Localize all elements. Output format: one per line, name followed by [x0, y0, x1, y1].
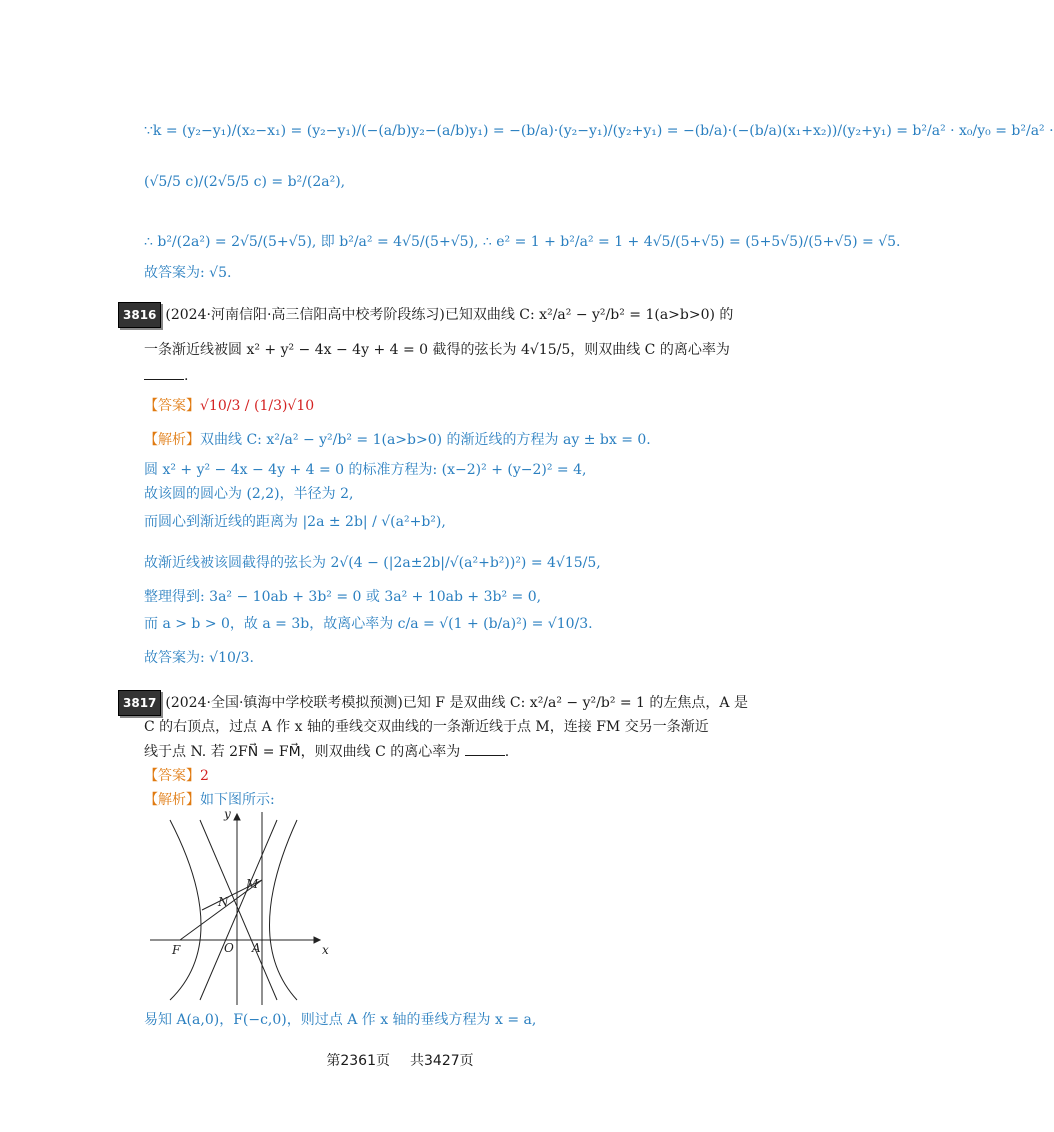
- x-axis-arrow: [314, 937, 320, 943]
- label-x: x: [322, 943, 329, 957]
- analysis-tag: 【解析】: [144, 432, 200, 448]
- label-f: F: [172, 943, 181, 957]
- label-a: A: [252, 941, 261, 955]
- solution-line-1: ∵k = (y₂−y₁)/(x₂−x₁) = (y₂−y₁)/(−(a/b)y₂−(a/b)y₁) = −(b/a)·(y₂−y₁)/(y₂+y₁) = −(b/a)·(−(b/a)(x₁+x₂))/(y₂+y₁) = b²/a² · x₀/y₀ = b²/a² ·: [144, 123, 1054, 139]
- question-number-badge: 3817: [118, 690, 161, 716]
- label-n: N: [218, 895, 229, 909]
- solution-line-4: 故答案为: √5.: [144, 265, 232, 281]
- hyperbola-right-branch: [270, 820, 298, 1000]
- hyperbola-diagram: [142, 800, 342, 1010]
- answer-blank: [144, 367, 184, 380]
- question-3816-stem-1: [118, 302, 733, 328]
- page-footer: [0, 1050, 800, 1070]
- analysis-line-5: 故渐近线被该圆截得的弦长为 2√(4 − (|2a±2b|/√(a²+b²))²) = 4√15/5,: [144, 555, 601, 571]
- answer-value: 2: [200, 768, 209, 784]
- label-o: O: [224, 941, 234, 955]
- page-total: 共3427页: [410, 1053, 474, 1069]
- question-3816-blank: .: [144, 366, 188, 386]
- analysis-line-8: 故答案为: √10/3.: [144, 650, 254, 666]
- solution-line-2: (√5/5 c)/(2√5/5 c) = b²/(2a²),: [144, 174, 346, 190]
- question-3817-stem-3: 线于点 N. 若 2FN⃗ = FM⃗，则双曲线 C 的离心率为 .: [144, 744, 510, 760]
- answer-value: √10/3 / (1/3)√10: [200, 398, 315, 414]
- label-y: y: [224, 807, 231, 821]
- analysis-line-6: 整理得到: 3a² − 10ab + 3b² = 0 或 3a² + 10ab + 3b² = 0,: [144, 589, 542, 605]
- question-3817-stem-1: [118, 690, 748, 716]
- question-3817-answer: [144, 766, 209, 786]
- solution-line-3: ∴ b²/(2a²) = 2√5/(5+√5), 即 b²/a² = 4√5/(5+√5), ∴ e² = 1 + b²/a² = 1 + 4√5/(5+√5) = (5+5√5)/(5+√5) = √5.: [144, 234, 901, 250]
- analysis-line-3: 故该圆的圆心为 (2,2)，半径为 2,: [144, 486, 354, 502]
- question-3817-stem-text-3: 线于点 N. 若 2FN⃗ = FM⃗，则双曲线 C 的离心率为: [144, 744, 461, 760]
- question-3816-stem-text: (2024·河南信阳·高三信阳高中校考阶段练习)已知双曲线 C: x²/a² − y²/b² = 1(a>b>0) 的: [165, 307, 734, 323]
- analysis-text: 双曲线 C: x²/a² − y²/b² = 1(a>b>0) 的渐近线的方程为 ay ± bx = 0.: [200, 432, 651, 448]
- answer-tag: 【答案】: [144, 768, 200, 784]
- analysis-text: 如下图所示:: [200, 792, 275, 808]
- y-axis-arrow: [234, 814, 240, 820]
- analysis-line-7: 而 a > b > 0，故 a = 3b，故离心率为 c/a = √(1 + (b/a)²) = √10/3.: [144, 616, 593, 632]
- answer-blank: [465, 743, 505, 756]
- question-3816-stem-2: 一条渐近线被圆 x² + y² − 4x − 4y + 4 = 0 截得的弦长为 4√15/5，则双曲线 C 的离心率为: [144, 342, 730, 358]
- analysis-line-4: 而圆心到渐近线的距离为 |2a ± 2b| / √(a²+b²),: [144, 514, 446, 530]
- question-3817-stem-2: C 的右顶点，过点 A 作 x 轴的垂线交双曲线的一条渐近线于点 M，连接 FM 交另一条渐近: [144, 719, 709, 735]
- hyperbola-figure: [142, 800, 342, 1014]
- question-3816-answer: [144, 396, 314, 416]
- hyperbola-left-branch: [170, 820, 201, 1000]
- analysis-line-2: 圆 x² + y² − 4x − 4y + 4 = 0 的标准方程为: (x−2)² + (y−2)² = 4,: [144, 462, 587, 478]
- page-number: 第2361页: [326, 1053, 390, 1069]
- question-3817-stem-text: (2024·全国·镇海中学校联考模拟预测)已知 F 是双曲线 C: x²/a² − y²/b² = 1 的左焦点，A 是: [165, 695, 748, 711]
- answer-tag: 【答案】: [144, 398, 200, 414]
- analysis-line-1: [144, 430, 651, 450]
- analysis-3817-after-figure: 易知 A(a,0)，F(−c,0)，则过点 A 作 x 轴的垂线方程为 x = a,: [144, 1012, 537, 1028]
- analysis-tag: 【解析】: [144, 792, 200, 808]
- question-number-badge: 3816: [118, 302, 161, 328]
- label-m: M: [246, 877, 259, 891]
